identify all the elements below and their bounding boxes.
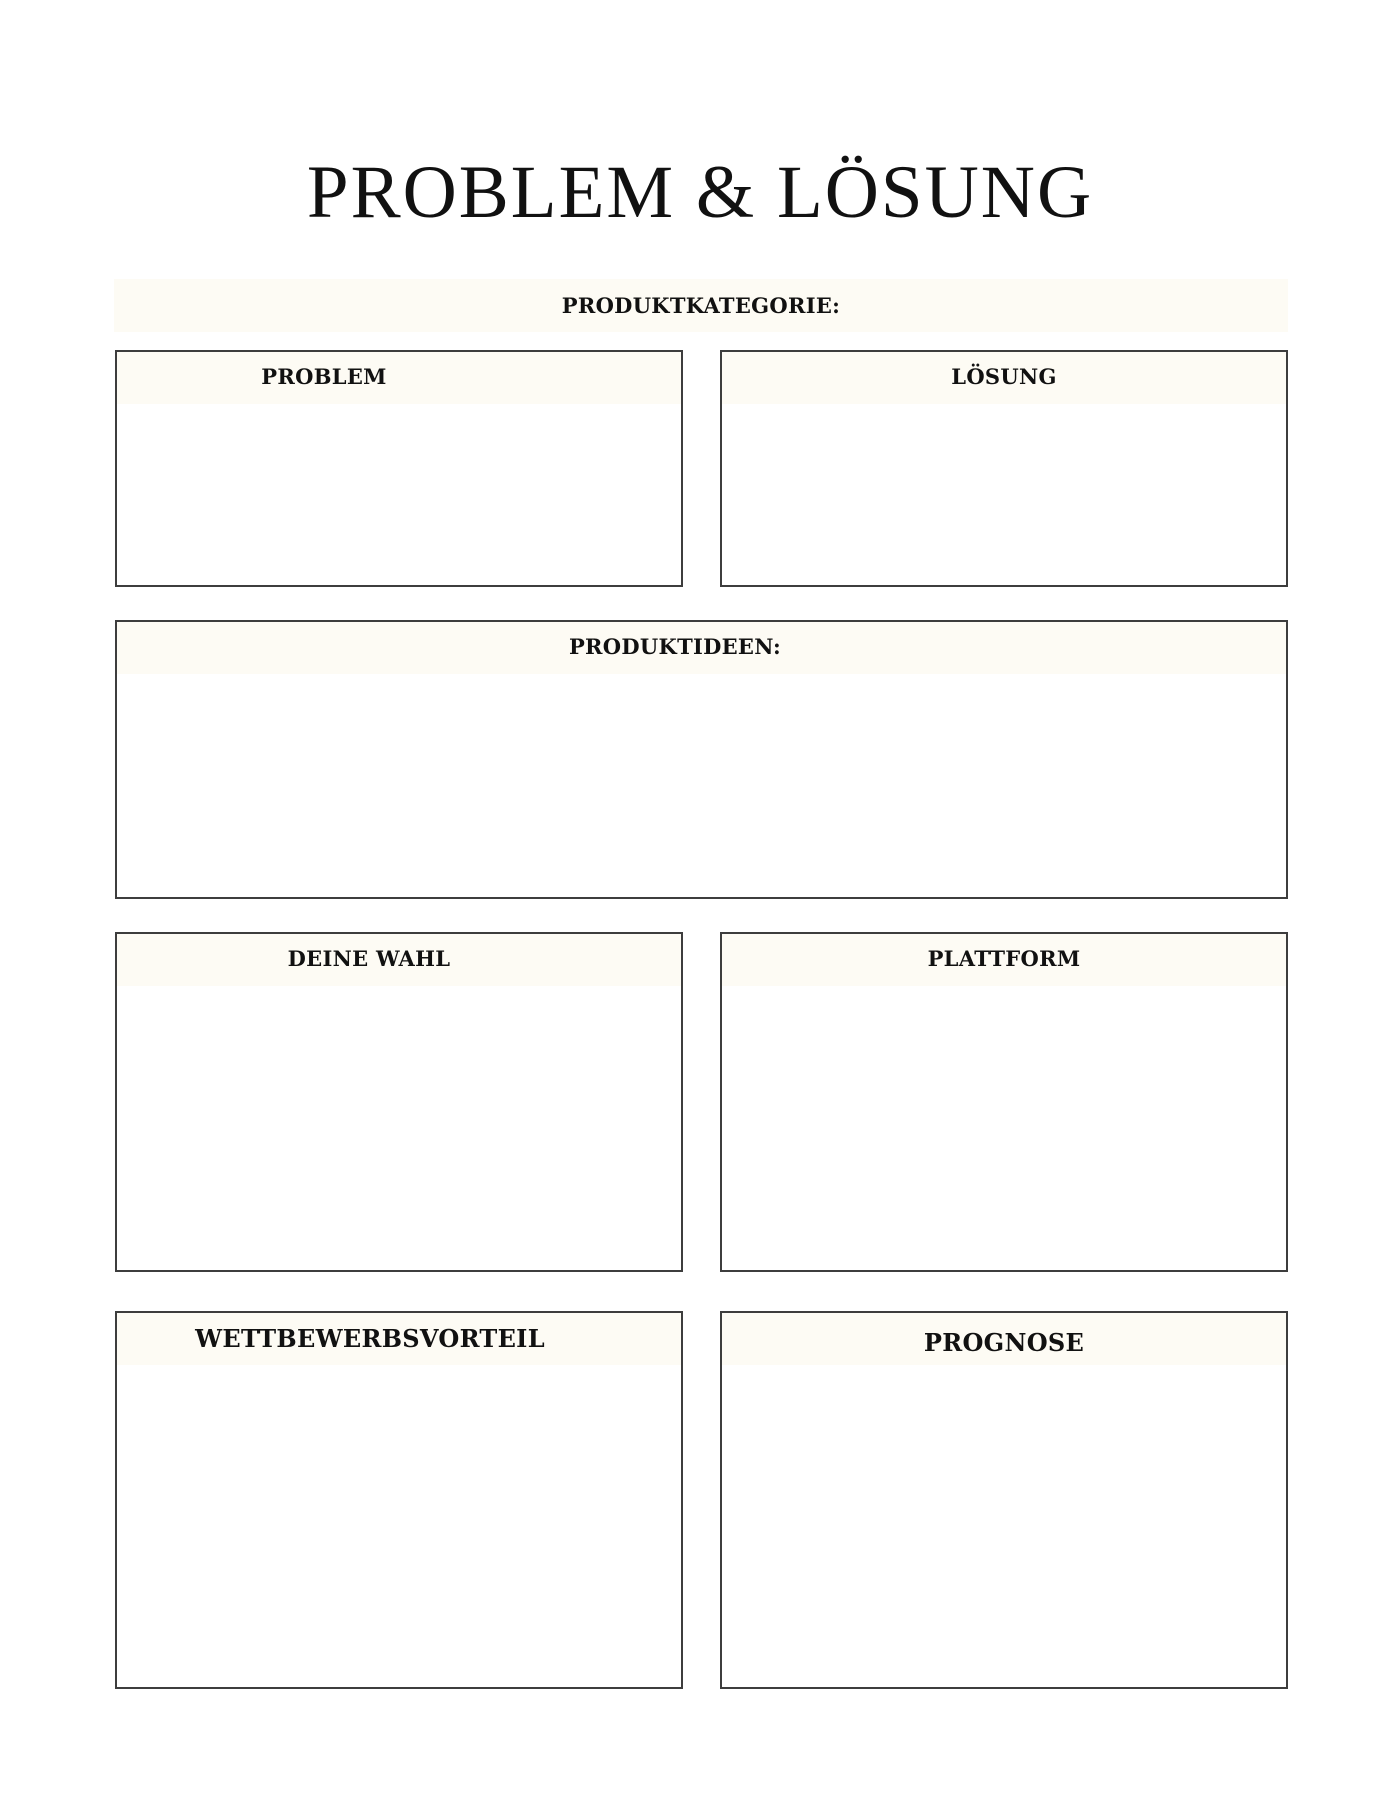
- wettbewerbsvorteil-label: WETTBEWERBSVORTEIL: [195, 1324, 545, 1353]
- problem-header: [117, 352, 681, 404]
- plattform-box[interactable]: [720, 932, 1288, 1272]
- deine-wahl-label: DEINE WAHL: [287, 946, 451, 971]
- produktideen-box[interactable]: [115, 620, 1288, 899]
- page-title: PROBLEM & LÖSUNG: [306, 151, 1094, 234]
- problem-box[interactable]: [115, 350, 683, 587]
- prognose-label: PROGNOSE: [923, 1328, 1085, 1357]
- product-category-field[interactable]: [114, 279, 1288, 332]
- produktideen-label: PRODUKTIDEEN:: [568, 634, 782, 659]
- deine-wahl-box[interactable]: [115, 932, 683, 1272]
- loesung-label: LÖSUNG: [951, 364, 1057, 389]
- problem-label: PROBLEM: [261, 364, 387, 389]
- product-category-label: PRODUKTKATEGORIE:: [561, 293, 841, 318]
- wettbewerbsvorteil-box[interactable]: [115, 1311, 683, 1689]
- prognose-box[interactable]: [720, 1311, 1288, 1689]
- plattform-label: PLATTFORM: [927, 946, 1081, 971]
- loesung-box[interactable]: [720, 350, 1288, 587]
